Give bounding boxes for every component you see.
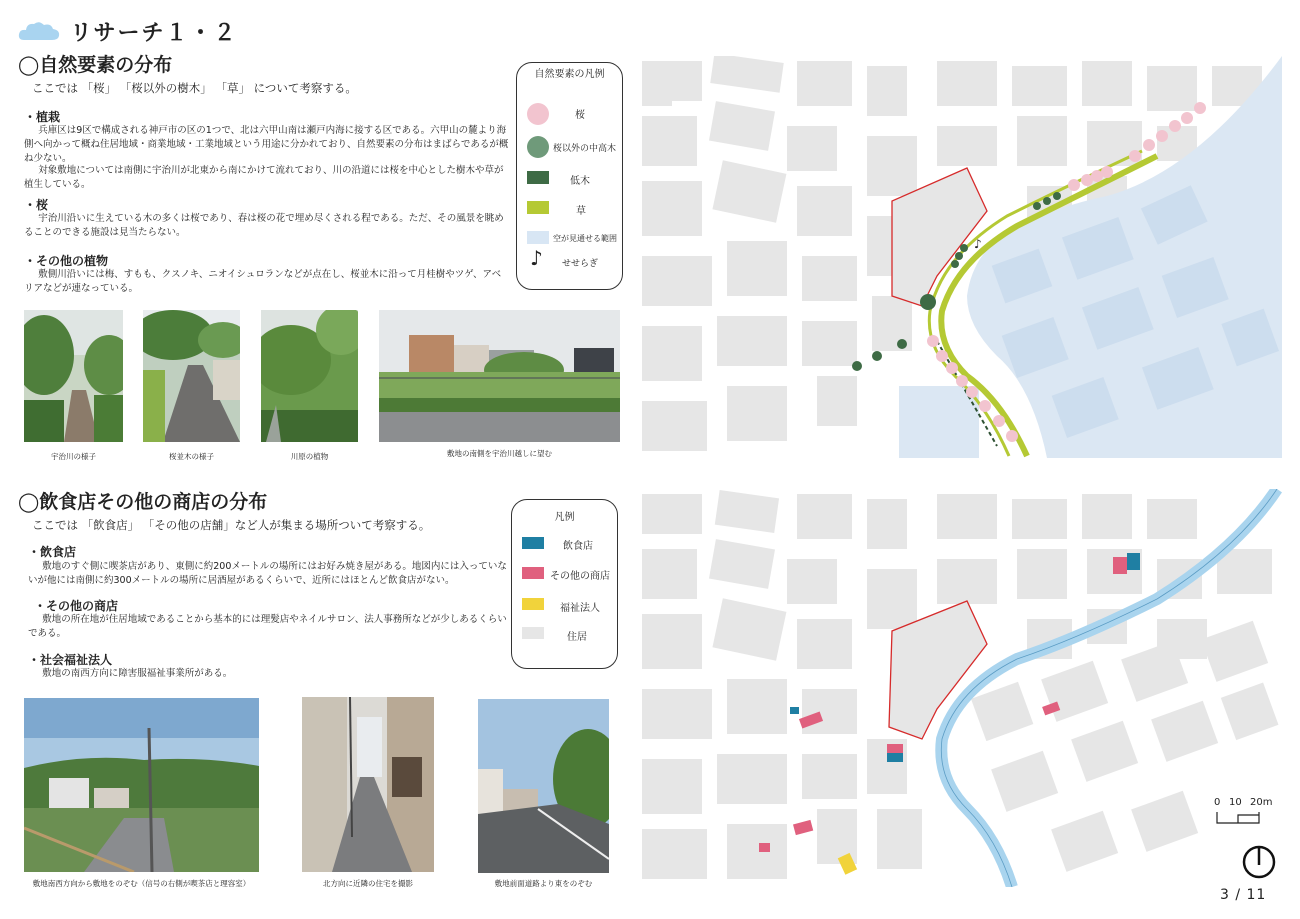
legend-label-trees: 桜以外の中高木: [553, 144, 617, 154]
green-circle-icon: [527, 136, 549, 158]
scale-label-20m: 20m: [1250, 797, 1273, 808]
section2-heading-other-shops: ・その他の商店: [34, 599, 119, 613]
legend-label-restaurant: 飲食店: [563, 541, 593, 552]
photo-north-houses: [302, 697, 434, 872]
photo-east-road: [478, 699, 609, 873]
section2-intro: ここでは 「飲食店」 「その他の店舗」など人が集まる場所ついて考察する。: [32, 518, 431, 532]
legend-label-other-shop: その他の商店: [550, 571, 610, 582]
photo-sakura-namiki: [143, 310, 240, 442]
section2-para-welfare: 敷地の南西方向に障害服福祉事業所がある。: [42, 668, 233, 679]
page-title: リサーチ１・２: [70, 21, 238, 46]
caption-sakura-namiki: 桜並木の様子: [169, 452, 214, 461]
legend2-title: 凡例: [554, 512, 575, 523]
page-number: 3 / 11: [1220, 887, 1267, 903]
blue-square-icon: [522, 537, 544, 549]
svg-text:♪: ♪: [974, 237, 982, 251]
cloud-icon: [18, 20, 60, 42]
pink-square-icon: [522, 567, 544, 579]
caption-east-road: 敷地前面道路より東をのぞむ: [494, 879, 593, 888]
nature-map: [637, 56, 1282, 458]
section2-heading-restaurant: ・飲食店: [28, 545, 77, 559]
dark-green-square-icon: [527, 171, 549, 184]
section1-para-sakura: 宇治川沿いに生えている木の多くは桜であり、春は桜の花で埋め尽くされる程である。ただ、その風景を眺めることのできる施設は見当たらない。: [24, 213, 504, 238]
legend-label-shrub: 低木: [570, 176, 590, 187]
music-note-icon: ♪: [530, 246, 543, 270]
legend-title: 自然要素の凡例: [534, 69, 605, 80]
section1-para-other-plants: 敷側川沿いには梅、すもも、クスノキ、ニオイシュロランなどが点在し、桜並木に沿って月桂樹やツゲ、アベリアなどが連なっている。: [24, 269, 502, 294]
section1-para-planting-2: 対象敷地については南側に宇治川が北東から南にかけて流れており、川の沿道には桜を中心とした樹木や草が植生している。: [24, 165, 504, 190]
caption-southwest-view: 敷地南西方向から敷地をのぞむ（信号の右側が喫茶店と理容室）: [32, 879, 251, 888]
photo-ujigawa: [24, 310, 123, 442]
shop-map: [637, 489, 1282, 887]
scale-label-0: 0: [1214, 797, 1221, 808]
section1-heading-other-plants: ・その他の植物: [24, 254, 109, 268]
caption-kawara: 川原の植物: [290, 452, 329, 461]
yellow-square-icon: [522, 598, 544, 610]
section2-para-other-shops: 敷地の所在地が住居地域であることから基本的には理髪店やネイルサロン、法人事務所などが少しあるくらいである。: [28, 614, 507, 639]
legend-label-stream: せせらぎ: [562, 259, 599, 269]
photo-south-view: [379, 310, 620, 442]
photo-southwest-view: [24, 698, 259, 872]
legend-label-housing: 住居: [567, 632, 587, 643]
north-arrow-icon: [1242, 845, 1276, 879]
legend-label-grass: 草: [576, 206, 586, 217]
caption-south-view: 敷地の南側を宇治川越しに望む: [447, 449, 552, 458]
gray-square-icon: [522, 627, 544, 639]
caption-north-houses: 北方向に近隣の住宅を撮影: [323, 879, 413, 888]
legend-label-sakura: 桜: [575, 110, 585, 121]
pink-circle-icon: [527, 103, 549, 125]
scale-label-10: 10: [1229, 797, 1242, 808]
section1-intro: ここでは 「桜」 「桜以外の樹木」 「草」 について考察する。: [32, 81, 357, 95]
yellow-green-square-icon: [527, 201, 549, 214]
legend-label-sky: 空が見通せる範囲: [553, 234, 617, 243]
section2-title: ◯飲食店その他の商店の分布: [18, 491, 268, 513]
caption-ujigawa: 宇治川の様子: [51, 452, 96, 461]
section1-heading-sakura: ・桜: [24, 198, 49, 212]
light-blue-square-icon: [527, 231, 549, 244]
shop-legend: [511, 499, 618, 669]
legend-label-welfare: 福祉法人: [560, 603, 600, 614]
section1-para-planting-1: 兵庫区は9区で構成される神戸市の区の1つで、北は六甲山南は瀬戸内海に接する区である。六甲山の麓より海側へ向かって概ね住居地域・商業地域・工業地域という用途に分かれており、自然要素の分布はまばらであるが概ね少ない。: [24, 125, 509, 164]
section2-para-restaurant: 敷地のすぐ側に喫茶店があり、東側に約200メートルの場所にはお好み焼き屋がある。地図内には入っていないが他には南側に約300メートルの場所に居酒屋があるくらいで、近所にはほとんど飲食店がない。: [28, 561, 507, 586]
section1-heading-planting: ・植栽: [24, 110, 61, 124]
section1-title: ◯自然要素の分布: [18, 54, 173, 76]
photo-kawara: [261, 310, 358, 442]
section2-heading-welfare: ・社会福祉法人: [28, 653, 113, 667]
scale-bar-icon: [1216, 811, 1260, 825]
